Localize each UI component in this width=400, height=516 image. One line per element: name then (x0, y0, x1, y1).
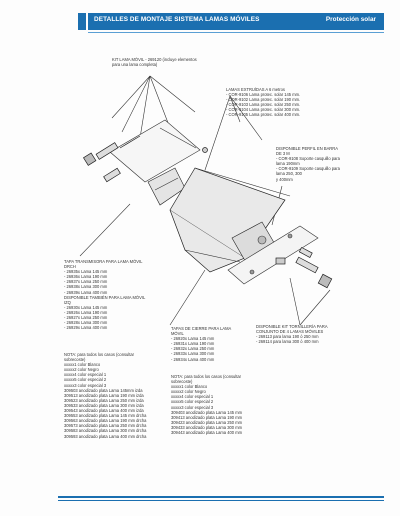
nota-left-line: 309503 anodizado plata Lama 145mm izda (64, 387, 143, 393)
nota-mid-line: 309433 anodizado plata Lama 300 mm (171, 424, 243, 430)
page-title: DETALLES DE MONTAJE SISTEMA LAMAS MÓVILES (94, 16, 260, 23)
transmisora-line: TAPA TRANSMISORA PARA LAMA MÓVIL (64, 259, 143, 264)
transmisora-line: - 26936x Lama 190 mm (64, 274, 108, 280)
transmisora-line: - 26927x Lama 250 mm (64, 315, 108, 321)
cierre-line: - 26931x Lama 190 mm (171, 341, 215, 347)
nota-left-line: 309583 anodizado plata Lama 300 mm drcha (64, 428, 147, 434)
lamas-item: - COR-9102 Lama protec. solar 190 mm. (226, 97, 301, 103)
nota-mid-block (171, 374, 242, 435)
lamas-item: - COR-9105 Lama protec. solar 400 mm. (226, 112, 301, 118)
lamas-item: - COR-9104 Lama protec. solar 300 mm. (226, 107, 301, 113)
perfil-line: lama 250, 300 (276, 171, 302, 177)
nota-mid-line: 309413 anodizado plata Lama 190 mm (171, 414, 243, 420)
transmisora-line: - 26926x Lama 190 mm (64, 309, 108, 315)
transmisora-line: IZQ (64, 299, 71, 305)
perfil-line: y 400mm (276, 176, 293, 182)
perfil-line: lama 190mm (276, 161, 300, 167)
nota-left-line: NOTA: para todos los casos (consultar (64, 352, 135, 357)
transmisora-line: - 26938x Lama 300 mm (64, 284, 108, 290)
transmisora-line: - 26929x Lama 400 mm (64, 325, 108, 331)
perfil-line: - COR-9108 Soporte casquillo para (276, 156, 340, 162)
nota-left-line: 309523 anodizado plata Lama 250 mm izda (64, 397, 144, 403)
kit-lama-label (112, 57, 197, 67)
tornilleria-line: - 269114 para lama 300 ó 400 mm (256, 339, 319, 345)
nota-left-line: sobrecoste) (64, 357, 86, 363)
transmisora-line: - 26937x Lama 250 mm (64, 279, 108, 285)
lamas-title: LAMAS EXTRUÍDAS A 6 metros (226, 87, 285, 92)
kit-line-2: para una lama completa) (112, 62, 158, 68)
tornilleria-block (256, 324, 328, 344)
tornilleria-line: CONJUNTO DE 4 LAMAS MÓVILES (256, 329, 324, 335)
nota-left-line: 309513 anodizado plata Lama 190 mm izda (64, 392, 144, 398)
nota-left-line: 309593 anodizado plata Lama 400 mm drcha (64, 433, 147, 439)
perfil-line: DISPONIBLE PERFIL EN BARRA (276, 146, 338, 151)
cierre-line: - 26920x Lama 145 mm (171, 336, 215, 342)
nota-mid-line: xxxxx2 color Negro (171, 389, 206, 395)
tornilleria-line: - 269113 para lama 190 ó 250 mm (256, 334, 319, 340)
nota-left-line: 309533 anodizado plata Lama 300 mm izda (64, 402, 144, 408)
perfil-block (276, 146, 340, 182)
nota-mid-line: xxxxx1 color Blanco (171, 384, 208, 390)
transmisora-line: - 26935x Lama 145 mm (64, 269, 108, 275)
nota-mid-line: 309423 anodizado plata Lama 250 mm (171, 419, 243, 425)
tornilleria-line: DISPONIBLE KIT TORNILLERÍA PARA (256, 324, 328, 329)
footer-rule-thin (58, 500, 384, 501)
nota-left-line: xxxxx3 color especial 3 (64, 382, 107, 388)
lamas-item: - COR-9103 Lama protec. solar 250 mm. (226, 102, 301, 108)
nota-mid-line: sobrecoste) (171, 379, 193, 385)
transmisora-line: DISPONIBLE TAMBIÉN PARA LAMA MÓVIL (64, 294, 146, 300)
transmisora-block (64, 259, 145, 330)
lamas-block (226, 87, 300, 118)
cierre-block (171, 326, 231, 362)
perfil-line: - COR-9109 Soporte casquillo para (276, 166, 340, 172)
cierre-line: - 26933x Lama 300 mm (171, 351, 215, 357)
lamas-item: - COR-9106 Lama protec. solar 145 mm. (226, 92, 301, 98)
nota-left-line: 309543 anodizado plata Lama 400 mm izda (64, 408, 144, 414)
nota-left-line: xxxxx2 color Negro (64, 367, 99, 373)
footer-rule (58, 496, 384, 498)
nota-left-line: 309573 anodizado plata Lama 250 mm drcha (64, 423, 147, 429)
nota-left-line: xxxxx4 color especial 1 (64, 372, 107, 378)
nota-mid-line: xxxxx5 color especial 2 (171, 399, 214, 405)
nota-left-line: 309563 anodizado plata Lama 190 mm drcha (64, 418, 147, 424)
cierre-line: TAPAS DE CIERRE PARA LAMA (171, 326, 232, 331)
cierre-line: - 26932x Lama 250 mm (171, 346, 215, 352)
transmisora-line: - 26939x Lama 400 mm (64, 289, 108, 295)
kit-line-1: KIT LAMA MÓVIL - 269120 (incluye elementos (112, 57, 197, 62)
transmisora-line: - 26930x Lama 145 mm (64, 304, 108, 310)
cierre-line: MÓVIL (171, 331, 184, 337)
cierre-line: - 26934x Lama 400 mm (171, 356, 215, 362)
nota-left-block (64, 352, 146, 439)
nota-mid-line: xxxxx4 color especial 1 (171, 394, 214, 400)
nota-left-line: 309553 anodizado plata Lama 145 mm drcha (64, 413, 147, 419)
nota-left-line: xxxxx5 color especial 2 (64, 377, 107, 383)
transmisora-line: - 26928x Lama 300 mm (64, 320, 108, 326)
transmisora-line: DRCH (64, 264, 76, 270)
nota-left-line: xxxxx1 color Blanco (64, 362, 101, 368)
perfil-line: DE 3 M (276, 151, 290, 157)
nota-mid-line: xxxxx3 color especial 3 (171, 404, 214, 410)
nota-mid-line: 309443 anodizado plata Lama 400 mm (171, 430, 243, 436)
nota-mid-line: 309403 anodizado plata Lama 145 mm (171, 409, 243, 415)
nota-mid-line: NOTA: para todos los casos (consultar (171, 374, 242, 379)
section-title: Protección solar (325, 16, 376, 23)
